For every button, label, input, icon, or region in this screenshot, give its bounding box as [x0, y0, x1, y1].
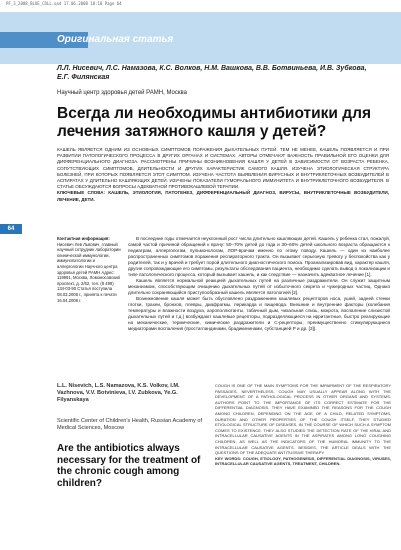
authors: Л.Л. Нисевич, Л.С. Намазова, К.С. Волков, Н.М. Вашкова, В.В. Ботвиньева, И.В. Зубкова, Е.Г. Филянская: [57, 65, 367, 81]
page-number: 64: [0, 224, 22, 234]
body-paragraph: В последние годы отмечается неуклонный рост числа длительно кашляющих детей. Кашель у ребенка стал, пожалуй, самой частой причиной обращений к врачу: 50–70% детей до года и 30–60% детей школьного возраста обращаются к педиатрам, аллергологам, пульмонологам, ЛОР-врачам именно по этому поводу. Кашель — один из наиболее распространенных симптомов поражения респираторного тракта. Он вызывает серьезную тревогу у беспокойства как у родителей, так и у врачей и требует порой длительного диагностического поиска. Проанализировав вид, характер кашля, другие сопровождающие его симптомы, результаты обследования пациента, необходимо сделать вывод о локализации и типе патологического процесса, который вызывает кашель, и как следствие — назначить адекватное лечение [1].: [128, 236, 390, 277]
keywords-label: КЛЮЧЕВЫЕ СЛОВА:: [57, 190, 106, 196]
section-label: Оригинальная статья: [57, 34, 174, 45]
article-title: Всегда ли необходимы антибиотики для лечения затяжного кашля у детей?: [57, 105, 371, 140]
abstract-text: КАШЕЛЬ ЯВЛЯЕТСЯ ОДНИМ ИЗ ОСНОВНЫХ СИМПТОМОВ ПОРАЖЕНИЯ ДЫХАТЕЛЬНЫХ ПУТЕЙ. ТЕМ НЕ МЕНЕЕ, КАШЕЛЬ ПОЯВЛЯЕТСЯ И ПРИ РАЗВИТИИ ПАТОЛОГИЧЕСКОГО ПРОЦЕССА В ДРУГИХ ОРГАНАХ И СИСТЕМАХ. АВТОРЫ ОТМЕЧАЮТ ВАЖНОСТЬ ПРАВИЛЬНОЙ ЕГО ОЦЕНКИ ДЛЯ ДИФФЕРЕНЦИАЛЬНОГО ДИАГНОЗА. РАССМОТРЕНЫ ПРИЧИНЫ ВОЗНИКНОВЕНИЯ КАШЛЯ У ДЕТЕЙ В ЗАВИСИМОСТИ ОТ ВОЗРАСТА РЕБЕНКА, СОПУТСТВУЮЩИХ СИМПТОМОВ, ДЛИТЕЛЬНОСТИ И ДРУГИХ ХАРАКТЕРИСТИК САМОГО КАШЛЯ. ИЗУЧЕНА ЭТИОЛОГИЧЕСКАЯ СТРУКТУРА БОЛЕЗНЕЙ, ПРИ КОТОРЫХ ПОЯВЛЯЕТСЯ ЭТОТ СИМПТОМ. ИЗУЧЕНА ЧАСТОТА ВЫЯВЛЕНИЯ ВИРУСНЫХ И ВНУТРИКЛЕТОЧНЫХ ВОЗБУДИТЕЛЕЙ В АСПИРАТАХ У ДЛИТЕЛЬНО КАШЛЯЮЩИХ ДЕТЕЙ. ИЗУЧЕНЫ ПОКАЗАТЕЛИ ГУМОРАЛЬНОГО ИММУНИТЕТА И ВНУТРИКЛЕТОЧНОГО ВОЗБУДИТЕЛЯ. В СТАТЬЕ ОБСУЖДАЮТСЯ ВОПРОСЫ АДЕКВАТНОЙ ПРОТИВОКАШЛЕВОЙ ТЕРАПИИ.: [57, 147, 389, 190]
english-title: Are the antibiotics always necessary for the treatment of the chronic cough among children?: [57, 443, 201, 489]
body-paragraph: Возникновение кашля может быть обусловлено раздражением кашлевых рецепторов носа, ушей, задней стенки глотки, трахеи, бронхов, плевры, диафрагмы, перикарда и пищевода. Внешние и внутренние факторы (колебания температуры и влажности воздуха, аэрополлютанты, табачный дым, чихальная слизь, мокрота, воспаление слизистой дыхательных путей и т.д.) возбуждают кашлевые рецепторы, подразделяющиеся на ирритантные, быстро реагирующие на механические, термические, химические раздражители и C-рецепторы, преимущественно стимулирующиеся медиаторами воспаления (простагландинами, брадикининами, субстанцией Р и др. [3]).: [128, 296, 390, 331]
body-text: [128, 236, 390, 332]
contact-info: [57, 236, 121, 303]
affiliation: Научный центр здоровья детей РАМН, Москва: [57, 90, 187, 96]
english-keywords-label: KEY WORDS:: [215, 455, 242, 461]
english-affiliation: Scientific Center of Children's Health, Russian Academy of Medical Sciences, Moscow: [57, 418, 203, 431]
body-paragraph: Кашель является нормальной реакцией дыхательных путей на различные раздражители. Он служит защитным механизмом, способствующим очищению дыхательных путей от избыточного секрета и чужеродных частиц. Однако длительно сохраняющийся приступообразный кашель является патологией [2].: [128, 278, 390, 295]
english-abstract: [215, 383, 391, 467]
keywords: КАШЕЛЬ, ЭТИОЛОГИЯ, ПАТОГЕНЕЗ, ДИФФЕРЕНЦИАЛЬНЫЙ ДИАГНОЗ, ВИРУСЫ, ВНУТРИКЛЕТОЧНЫЕ ВОЗБУДИТЕЛИ, ЛЕЧЕНИЕ, ДЕТИ.: [57, 190, 390, 202]
english-authors: L.L. Nisevich, L.S. Namazova, K.S. Volkov, I.M. Vazhnova, V.V. Botvinieva, I.V. Zubkova, Ye.G. Filyanskaya: [57, 383, 180, 403]
print-slug: PF_3_2008_BLUE_COLL.qxd 17.06.2008 18:18 Page 64: [6, 1, 122, 6]
contact-lines: Нисевич Лев Львович, главный научный сотрудник лаборатории клинической иммунологии, иммунопатологии и аллергологии Научного центра здоровья детей РАМН Адрес: 119991, Москва, Ломоносовский проспект, д. 2/62, тел. (8 499) 134-03-90 Статья поступила 08.03.2008 г., принята к печати 16.04.2008 г.: [57, 241, 121, 303]
english-abstract-text: COUGH IS ONE OF THE MAIN SYMPTOMS FOR THE IMPAIRMENT OF THE RESPIRATORY PASSAGES. NEVERTHELESS, COUGH MAY USUALLY APPEAR ALONG WITH THE DEVELOPMENT OF A PATHOLOGICAL PROCESS IN OTHER ORGANS AND SYSTEMS. AUTHORS POINT TO THE IMPORTANCE OF ITS CORRECT ESTIMATE FOR THE DIFFERENTIAL DIAGNOSIS. THEY HAVE EXAMINED THE REASONS FOR THE COUGH AMONG CHILDREN, DEPENDING ON THE AGE OF A CHILD, RELATED SYMPTOMS, DURATION AND OTHER PROPERTIES OF THE COUGH ITSELF. THEY STUDIED ETIOLOGICAL STRUCTURE OF DISEASES, IN THE COURSE OF WHICH SUCH A SYMPTOM COMES TO EXISTENCE. THEY ALSO STUDIED THE DETECTION RATE OF THE VIRAL AND INTRACELLULAR CAUSATIVE AGENTS IN THE ASPIRATES AMONG LONG COUGHING CHILDREN, AS WELL AS THE INDICATORS OF THE HUMORAL IMMUNITY TO THE INTRACELLULAR CAUSATIVE AGENTS. BESIDES, THE ARTICLE DEALS WITH THE QUESTIONS OF THE ADEQUATE ANTITUSSIVE THERAPY.: [215, 383, 391, 456]
english-keywords: COUGH, ETIOLOGY, PATHOGENESIS, DIFFERENTIAL DIAGNOSIS, VIRUSES, INTRACELLULAR CAUSATIVE AGENTS, TREATMENT, CHILDREN.: [215, 455, 391, 467]
contact-heading: Контактная информация:: [57, 236, 110, 241]
abstract: [57, 147, 389, 203]
